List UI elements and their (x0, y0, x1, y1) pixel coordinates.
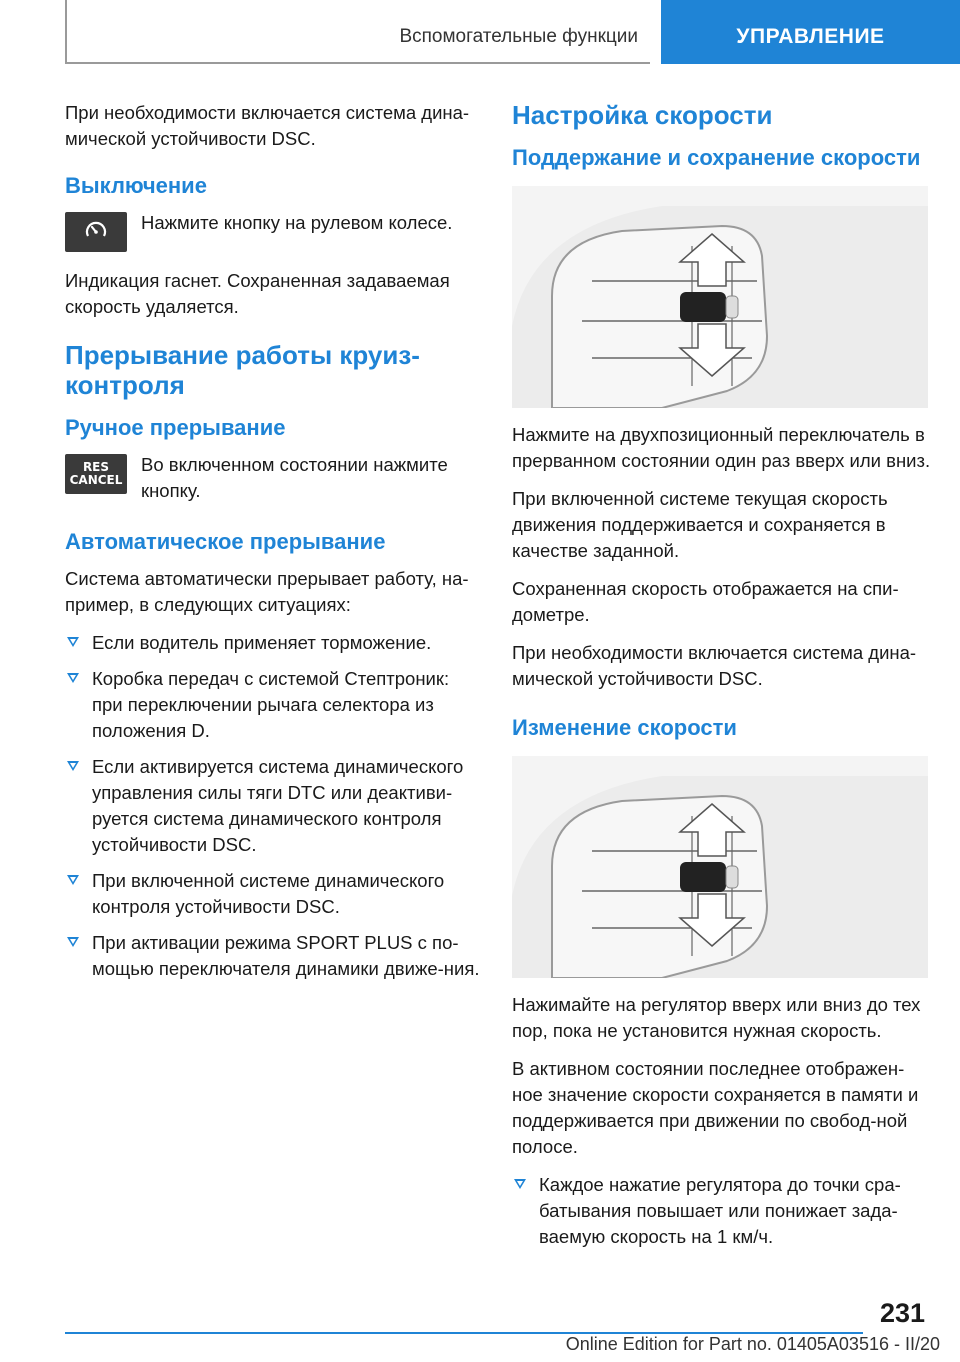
triangle-bullet-icon (514, 1179, 526, 1189)
manual-interrupt-text: Во включенном состоянии нажмите кнопку. (141, 454, 448, 501)
header-bottom-rule (65, 62, 650, 64)
right-column (512, 100, 932, 1260)
triangle-bullet-icon (67, 637, 79, 647)
auto-interrupt-heading: Автоматическое прерывание (65, 529, 386, 554)
res-label: RES (82, 460, 110, 474)
maintain-speed-heading: Поддержание и сохранение скорости (512, 145, 921, 170)
off-instruction-text: Нажмите кнопку на рулевом колесе. (141, 212, 453, 233)
list-item: Коробка передач с системой Стептроник: при переключении рычага селектора из положения D. (65, 666, 483, 744)
header-chapter-tab[interactable]: УПРАВЛЕНИЕ (661, 0, 960, 64)
page-number: 231 (879, 1298, 925, 1328)
res-cancel-button-icon (65, 454, 127, 494)
triangle-bullet-icon (67, 937, 79, 947)
speed-setting-heading: Настройка скорости (512, 100, 773, 130)
left-column (65, 100, 483, 992)
triangle-bullet-icon (67, 761, 79, 771)
steering-wheel-rocker-image-2 (512, 756, 928, 978)
rocker-switch-icon (680, 862, 726, 892)
manual-interrupt-heading: Ручное прерывание (65, 415, 286, 440)
off-result-paragraph: Индикация гаснет. Сохраненная задаваемая скорость удаляется. (65, 270, 450, 317)
list-item: При активации режима SPORT PLUS с по-мощью переключателя динамики движе-ния. (65, 930, 483, 982)
cruise-control-button-icon (65, 212, 127, 252)
list-item: Если активируется система динамического управления силы тяги DTC или деактиви-руется система динамического контроля устойчивости DSC. (65, 754, 483, 858)
list-item: При включенной системе динамического контроля устойчивости DSC. (65, 868, 483, 920)
off-heading: Выключение (65, 173, 207, 198)
auto-interrupt-paragraph: Система автоматически прерывает работу, на-пример, в следующих ситуациях: (65, 568, 469, 615)
change-speed-list (512, 1172, 932, 1250)
intro-paragraph: При необходимости включается система дина-мической устойчивости DSC. (65, 102, 470, 149)
triangle-bullet-icon (67, 875, 79, 885)
auto-interrupt-list (65, 630, 483, 982)
maintain-paragraph-3: Сохраненная скорость отображается на спи-дометре. (512, 578, 899, 625)
list-item: Если водитель применяет торможение. (65, 630, 483, 656)
triangle-bullet-icon (67, 673, 79, 683)
maintain-paragraph-2: При включенной системе текущая скорость движения поддерживается и сохраняется в качестве заданной. (512, 488, 888, 561)
manual-interrupt-instruction (65, 452, 483, 504)
rocker-switch-icon (680, 292, 726, 322)
header-section-title: Вспомогательные функции (399, 26, 638, 47)
list-item: Каждое нажатие регулятора до точки сра-батывания повышает или понижает зада-ваемую скорость на 1 км/ч. (512, 1172, 932, 1250)
cancel-label: CANCEL (69, 473, 123, 487)
maintain-paragraph-4: При необходимости включается система дина-мической устойчивости DSC. (512, 642, 917, 689)
header-left-rule (65, 0, 67, 62)
maintain-paragraph-1: Нажмите на двухпозиционный переключатель в прерванном состоянии один раз вверх или вниз. (512, 424, 931, 471)
interrupt-heading: Прерывание работы круиз-контроля (65, 340, 420, 400)
off-instruction (65, 210, 483, 252)
footer-edition: Online Edition for Part no. 01405A03516 - II/20 (565, 1334, 940, 1354)
steering-wheel-rocker-image (512, 186, 928, 408)
change-speed-heading: Изменение скорости (512, 715, 737, 740)
change-paragraph-2: В активном состоянии последнее отображен-ное значение скорости сохраняется в памяти и поддерживается при движении по свобод-ной полосе. (512, 1058, 919, 1157)
change-paragraph-1: Нажимайте на регулятор вверх или вниз до тех пор, пока не установится нужная скорость. (512, 994, 921, 1041)
